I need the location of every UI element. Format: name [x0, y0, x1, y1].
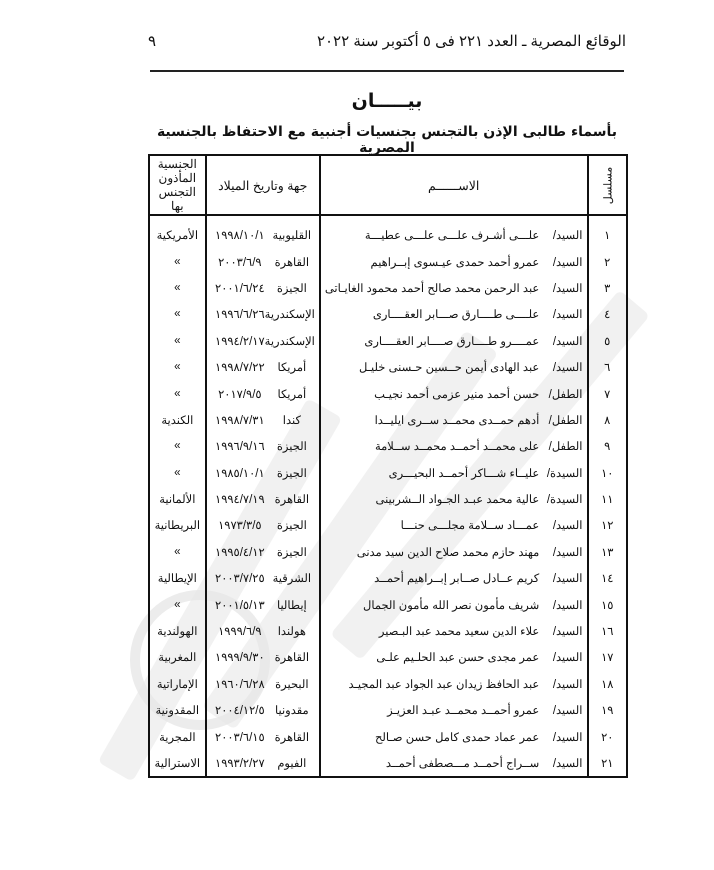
- serial-cell: ٩: [588, 433, 628, 459]
- serial-cell: ١٨: [588, 671, 628, 697]
- name-cell: [320, 697, 588, 723]
- table-header-row: [149, 155, 627, 215]
- name-cell: [320, 618, 588, 644]
- honorific: السيد/: [552, 520, 583, 533]
- birth-date: ١٩٩٨/١٠/١: [215, 230, 265, 243]
- nationality-cell: »: [149, 460, 206, 486]
- serial-cell: ١٢: [588, 512, 628, 538]
- name-cell: [320, 460, 588, 486]
- birth-place: القاهرة: [274, 494, 310, 507]
- name-cell: [320, 486, 588, 512]
- full-name: عمـــاد ســلامة مجلـــى حنـــا: [400, 520, 540, 533]
- honorific: السيد/: [552, 731, 583, 744]
- serial-cell: ١١: [588, 486, 628, 512]
- birth-date: ٢٠٠٣/٦/١٥: [215, 731, 265, 744]
- serial-cell: ٧: [588, 380, 628, 406]
- serial-cell: ٨: [588, 407, 628, 433]
- nationality-cell: »: [149, 354, 206, 380]
- birth-date: ٢٠٠١/٦/٢٤: [215, 282, 265, 295]
- serial-cell: ٢: [588, 248, 628, 274]
- serial-cell: ١٩: [588, 697, 628, 723]
- honorific: السيد/: [552, 652, 583, 665]
- nationality-cell: الاسترالية: [149, 750, 206, 777]
- nationality-cell: الألمانية: [149, 486, 206, 512]
- nationality-cell: »: [149, 433, 206, 459]
- table-row: [149, 275, 627, 301]
- applicants-table: [148, 154, 628, 778]
- place-date-cell: [206, 671, 320, 697]
- birth-date: ٢٠٠٣/٦/٩: [218, 256, 262, 269]
- table-row: [149, 248, 627, 274]
- serial-cell: ٥: [588, 328, 628, 354]
- name-cell: [320, 215, 588, 248]
- name-cell: [320, 512, 588, 538]
- table-row: [149, 328, 627, 354]
- nationality-cell: الأمريكية: [149, 215, 206, 248]
- honorific: السيد/: [552, 362, 583, 375]
- name-cell: [320, 328, 588, 354]
- page-number: ٩: [148, 33, 157, 50]
- honorific: السيدة/: [546, 467, 583, 480]
- place-date-cell: [206, 354, 320, 380]
- nationality-cell: »: [149, 591, 206, 617]
- name-cell: [320, 723, 588, 749]
- nationality-cell: »: [149, 328, 206, 354]
- nationality-cell: الإماراتية: [149, 671, 206, 697]
- full-name: عمــــرو طــــارق صــــابر العقــــارى: [364, 335, 540, 348]
- nationality-cell: الهولندية: [149, 618, 206, 644]
- birth-date: ١٩٩٩/٩/٣٠: [215, 652, 265, 665]
- nationality-cell: الكندية: [149, 407, 206, 433]
- birth-date: ٢٠١٧/٩/٥: [218, 388, 262, 401]
- full-name: عمرو أحمــد محمــد عبـد العزيـز: [387, 705, 540, 718]
- birth-date: ١٩٩٦/٩/١٦: [215, 441, 265, 454]
- full-name: عبد الهادى أيمن حــسين حـسنى خليـل: [358, 362, 540, 375]
- birth-place: القليوبية: [272, 230, 312, 243]
- birth-place: كندا: [282, 414, 301, 427]
- full-name: علـــى أشـرف علـــى علـــى عطيـــة: [364, 230, 540, 243]
- place-date-cell: [206, 565, 320, 591]
- full-name: كريم عــادل صــابر إبــراهيم أحمــد: [374, 573, 540, 586]
- place-date-cell: [206, 723, 320, 749]
- birth-place: الجيزة: [276, 546, 307, 559]
- table-row: [149, 539, 627, 565]
- honorific: الطفل/: [548, 388, 583, 401]
- honorific: السيد/: [552, 256, 583, 269]
- table-row: [149, 591, 627, 617]
- serial-cell: ٦: [588, 354, 628, 380]
- birth-place: الجيزة: [276, 467, 307, 480]
- table-row: [149, 565, 627, 591]
- nationality-cell: »: [149, 275, 206, 301]
- honorific: السيد/: [552, 546, 583, 559]
- honorific: الطفل/: [548, 414, 583, 427]
- serial-cell: ٣: [588, 275, 628, 301]
- name-cell: [320, 750, 588, 777]
- serial-cell: ١: [588, 215, 628, 248]
- serial-cell: ١٦: [588, 618, 628, 644]
- honorific: السيد/: [552, 282, 583, 295]
- serial-cell: ١٠: [588, 460, 628, 486]
- birth-place: أمريكا: [277, 388, 307, 401]
- birth-date: ٢٠٠٤/١٢/٥: [215, 705, 265, 718]
- birth-date: ١٩٩٤/٧/١٩: [215, 494, 265, 507]
- table-row: [149, 618, 627, 644]
- full-name: علــــى طــــارق صـــابر العقــــارى: [372, 309, 540, 322]
- full-name: مهند حازم محمد صلاح الدين سيد مدنى: [356, 546, 540, 559]
- birth-place: الجيزة: [276, 520, 307, 533]
- nationality-cell: »: [149, 301, 206, 327]
- serial-cell: ١٤: [588, 565, 628, 591]
- place-date-cell: [206, 328, 320, 354]
- nationality-cell: المقدونية: [149, 697, 206, 723]
- full-name: علاء الدين سعيد محمد عبد البـصير: [378, 626, 540, 639]
- place-date-cell: [206, 301, 320, 327]
- table-row: [149, 750, 627, 777]
- birth-place: البحيرة: [275, 678, 309, 691]
- name-cell: [320, 539, 588, 565]
- name-cell: [320, 248, 588, 274]
- serial-cell: ٢٠: [588, 723, 628, 749]
- birth-date: ٢٠٠١/٥/١٣: [215, 599, 265, 612]
- name-cell: [320, 644, 588, 670]
- name-cell: [320, 407, 588, 433]
- nationality-cell: البريطانية: [149, 512, 206, 538]
- full-name: عبد الحافظ زيدان عبد الجواد عبد المجيـد: [348, 678, 540, 691]
- place-date-cell: [206, 215, 320, 248]
- birth-place: مقدونيا: [274, 705, 309, 718]
- full-name: على محمــد أحمــد محمــد ســلامة: [374, 441, 540, 454]
- table-row: [149, 433, 627, 459]
- birth-place: الجيزة: [276, 441, 307, 454]
- birth-place: الجيزة: [276, 282, 307, 295]
- honorific: السيد/: [552, 758, 583, 770]
- name-cell: [320, 591, 588, 617]
- table-row: [149, 407, 627, 433]
- page-header: [148, 32, 626, 56]
- table-row: [149, 697, 627, 723]
- table-row: [149, 380, 627, 406]
- birth-place: القاهرة: [274, 256, 310, 269]
- nationality-cell: »: [149, 248, 206, 274]
- honorific: الطفل/: [548, 441, 583, 454]
- full-name: عبد الرحمن محمد صالح أحمد محمود الغايـاتى: [324, 282, 540, 295]
- full-name: حسن أحمد منير عزمى أحمد نجيـب: [374, 388, 540, 401]
- table-row: [149, 671, 627, 697]
- birth-place: هولندا: [277, 626, 306, 639]
- full-name: أدهم حمــدى محمــد ســرى ايليــدا: [374, 414, 540, 427]
- birth-date: ١٩٩٥/٤/١٢: [215, 546, 265, 559]
- table-row: [149, 486, 627, 512]
- birth-place: إيطاليا: [276, 599, 307, 612]
- birth-date: ١٩٩٨/٧/٣١: [215, 414, 265, 427]
- birth-date: ١٩٨٥/١٠/١: [215, 467, 265, 480]
- place-date-cell: [206, 275, 320, 301]
- honorific: السيد/: [552, 335, 583, 348]
- birth-place: الإسكندرية: [264, 335, 315, 348]
- nationality-cell: المجرية: [149, 723, 206, 749]
- place-date-cell: [206, 644, 320, 670]
- place-date-cell: [206, 539, 320, 565]
- honorific: السيدة/: [546, 494, 583, 507]
- running-title: الوقائع المصرية ـ العدد ٢٢١ فى ٥ أكتوبر سنة ٢٠٢٢: [316, 33, 626, 50]
- birth-place: القاهرة: [274, 731, 310, 744]
- place-date-cell: [206, 486, 320, 512]
- full-name: عمرو أحمد حمدى عيـسوى إبــراهيم: [370, 256, 540, 269]
- table-row: [149, 301, 627, 327]
- birth-place: الإسكندرية: [264, 309, 315, 322]
- birth-date: ١٩٧٣/٣/٥: [218, 520, 262, 533]
- name-cell: [320, 380, 588, 406]
- column-header-place-date: جهة وتاريخ الميلاد: [206, 155, 320, 215]
- full-name: شريف مأمون نصر الله مأمون الجمال: [362, 599, 540, 612]
- place-date-cell: [206, 750, 320, 777]
- column-header-nationality: الجنسية المأذون التجنس بها: [149, 155, 206, 215]
- name-cell: [320, 565, 588, 591]
- table-row: [149, 215, 627, 248]
- serial-cell: ٤: [588, 301, 628, 327]
- document-title: بيـــــان: [351, 90, 423, 112]
- name-cell: [320, 275, 588, 301]
- name-cell: [320, 354, 588, 380]
- name-cell: [320, 671, 588, 697]
- birth-date: ١٩٦٠/٦/٢٨: [215, 678, 265, 691]
- table-row: [149, 723, 627, 749]
- header-rule: [150, 70, 624, 72]
- full-name: عالية محمد عبـد الجـواد الــشربينى: [375, 494, 540, 507]
- honorific: السيد/: [552, 230, 583, 243]
- place-date-cell: [206, 697, 320, 723]
- serial-cell: ١٧: [588, 644, 628, 670]
- place-date-cell: [206, 460, 320, 486]
- place-date-cell: [206, 433, 320, 459]
- honorific: السيد/: [552, 705, 583, 718]
- name-cell: [320, 433, 588, 459]
- birth-place: أمريكا: [277, 362, 307, 375]
- birth-place: الفيوم: [277, 758, 307, 770]
- serial-cell: ٢١: [588, 750, 628, 777]
- nationality-cell: الإيطالية: [149, 565, 206, 591]
- honorific: السيد/: [552, 626, 583, 639]
- full-name: عمر مجدى حسن عبد الحلـيم علـى: [376, 652, 540, 665]
- nationality-cell: »: [149, 380, 206, 406]
- place-date-cell: [206, 407, 320, 433]
- place-date-cell: [206, 618, 320, 644]
- place-date-cell: [206, 380, 320, 406]
- name-cell: [320, 301, 588, 327]
- column-header-name: الاســــــم: [320, 155, 588, 215]
- birth-place: القاهرة: [274, 652, 310, 665]
- full-name: ســراج أحمــد مـــصطفى أحمــد: [385, 758, 540, 770]
- birth-date: ١٩٩٩/٦/٩: [218, 626, 262, 639]
- column-header-serial: مسلسل: [588, 155, 628, 215]
- full-name: عمر عماد حمدى كامل حسن صـالح: [375, 731, 540, 744]
- nationality-cell: المغربية: [149, 644, 206, 670]
- table-row: [149, 512, 627, 538]
- birth-date: ١٩٩٣/٢/٢٧: [215, 758, 265, 770]
- table-row: [149, 460, 627, 486]
- birth-date: ٢٠٠٣/٧/٢٥: [215, 573, 265, 586]
- full-name: عليــاء شـــاكر أحمــد البحيـــرى: [388, 467, 540, 480]
- honorific: السيد/: [552, 573, 583, 586]
- serial-cell: ١٣: [588, 539, 628, 565]
- birth-date: ١٩٩٦/٦/٢٦: [215, 309, 265, 322]
- birth-place: الشرقية: [272, 573, 312, 586]
- place-date-cell: [206, 591, 320, 617]
- nationality-cell: »: [149, 539, 206, 565]
- place-date-cell: [206, 248, 320, 274]
- place-date-cell: [206, 512, 320, 538]
- honorific: السيد/: [552, 599, 583, 612]
- table-row: [149, 644, 627, 670]
- birth-date: ١٩٩٤/٢/١٧: [215, 335, 265, 348]
- honorific: السيد/: [552, 678, 583, 691]
- document-subtitle: بأسماء طالبى الإذن بالتجنس بجنسيات أجنبية مع الاحتفاظ بالجنسية المصرية: [156, 124, 618, 156]
- serial-cell: ١٥: [588, 591, 628, 617]
- table-row: [149, 354, 627, 380]
- honorific: السيد/: [552, 309, 583, 322]
- birth-date: ١٩٩٨/٧/٢٢: [215, 362, 265, 375]
